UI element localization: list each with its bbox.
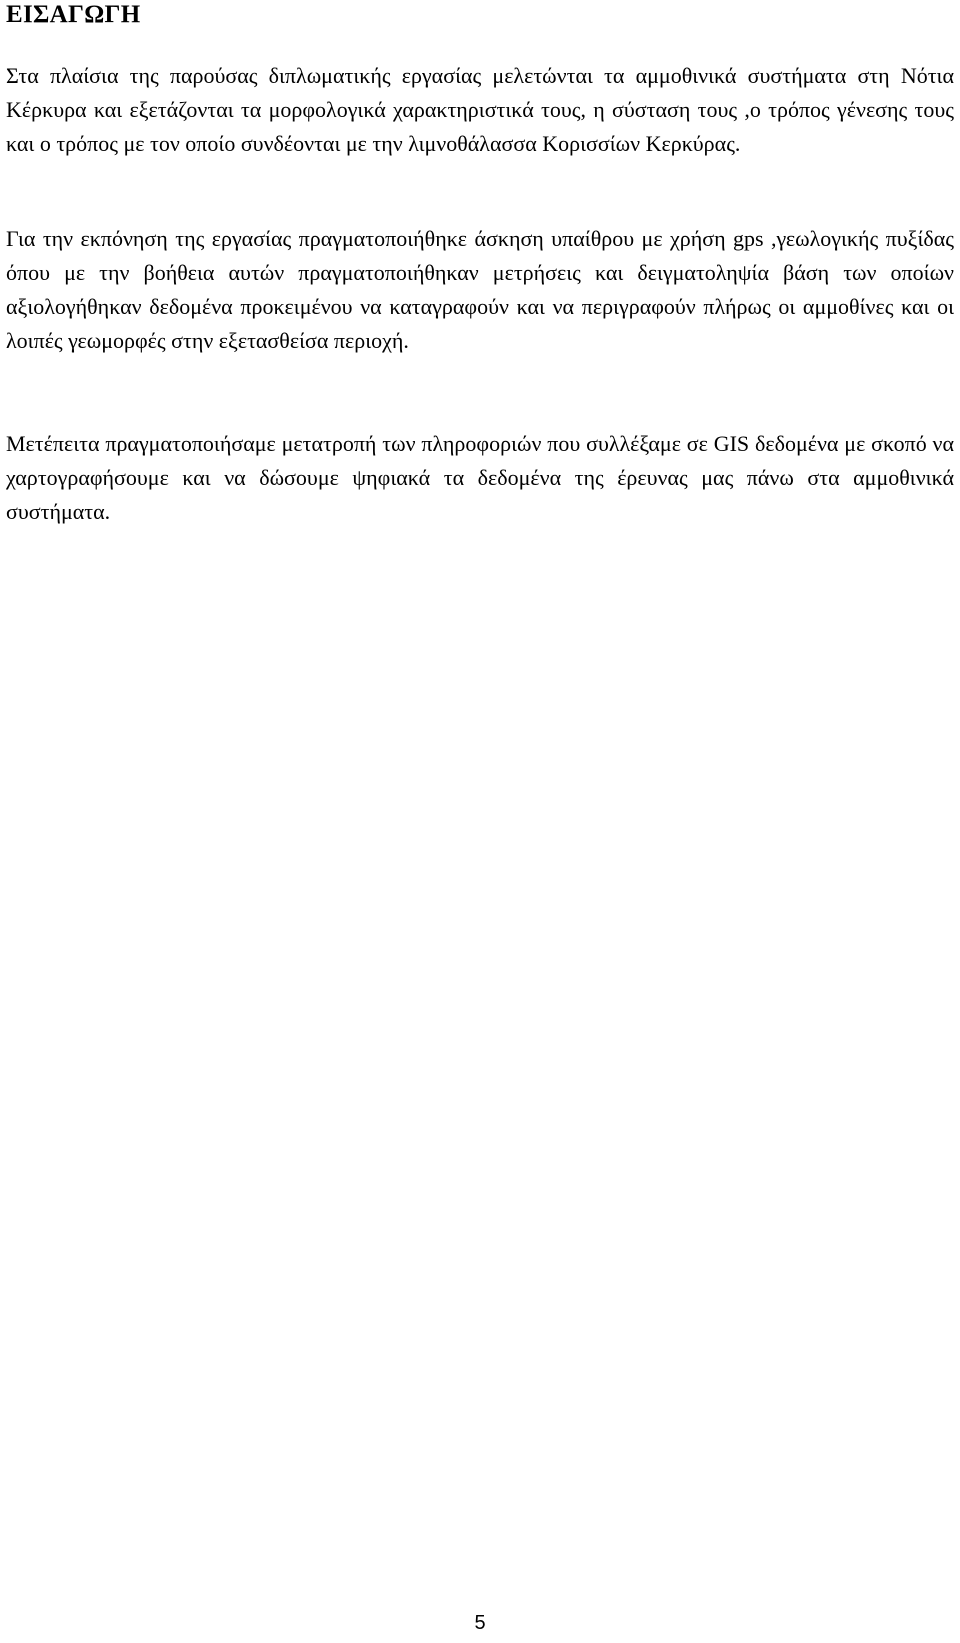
document-page — [6, 0, 954, 1643]
paragraph-introduction: Στα πλαίσια της παρούσας διπλωματικής εργασίας μελετώνται τα αμμοθινικά συστήματα στη Νότια Κέρκυρα και εξετάζονται τα μορφολογικά χαρακτηριστικά τους, η σύσταση τους ,ο τρόπος γένεσης τους και ο τρόπος με τον οποίο συνδέονται με την λιμνοθάλασσα Κορισσίων Κερκύρας. — [6, 63, 954, 156]
section-heading: ΕΙΣΑΓΩΓΗ — [6, 1, 141, 28]
paragraph-gis: Μετέπειτα πραγματοποιήσαμε μετατροπή των πληροφοριών που συλλέξαμε σε GIS δεδομένα με σκοπό να χαρτογραφήσουμε και να δώσουμε ψηφιακά τα δεδομένα της έρευνας μας πάνω στα αμμοθινικά συστήματα. — [6, 431, 954, 524]
page-number: 5 — [474, 1612, 486, 1634]
paragraph-fieldwork: Για την εκπόνηση της εργασίας πραγματοποιήθηκε άσκηση υπαίθρου με χρήση gps ,γεωλογικής πυξίδας όπου με την βοήθεια αυτών πραγματοποιήθηκαν μετρήσεις και δειγματοληψία βάση των οποίων αξιολογήθηκαν δεδομένα προκειμένου να καταγραφούν και να περιγραφούν πλήρως οι αμμοθίνες και οι λοιπές γεωμορφές στην εξετασθείσα περιοχή. — [6, 226, 954, 353]
